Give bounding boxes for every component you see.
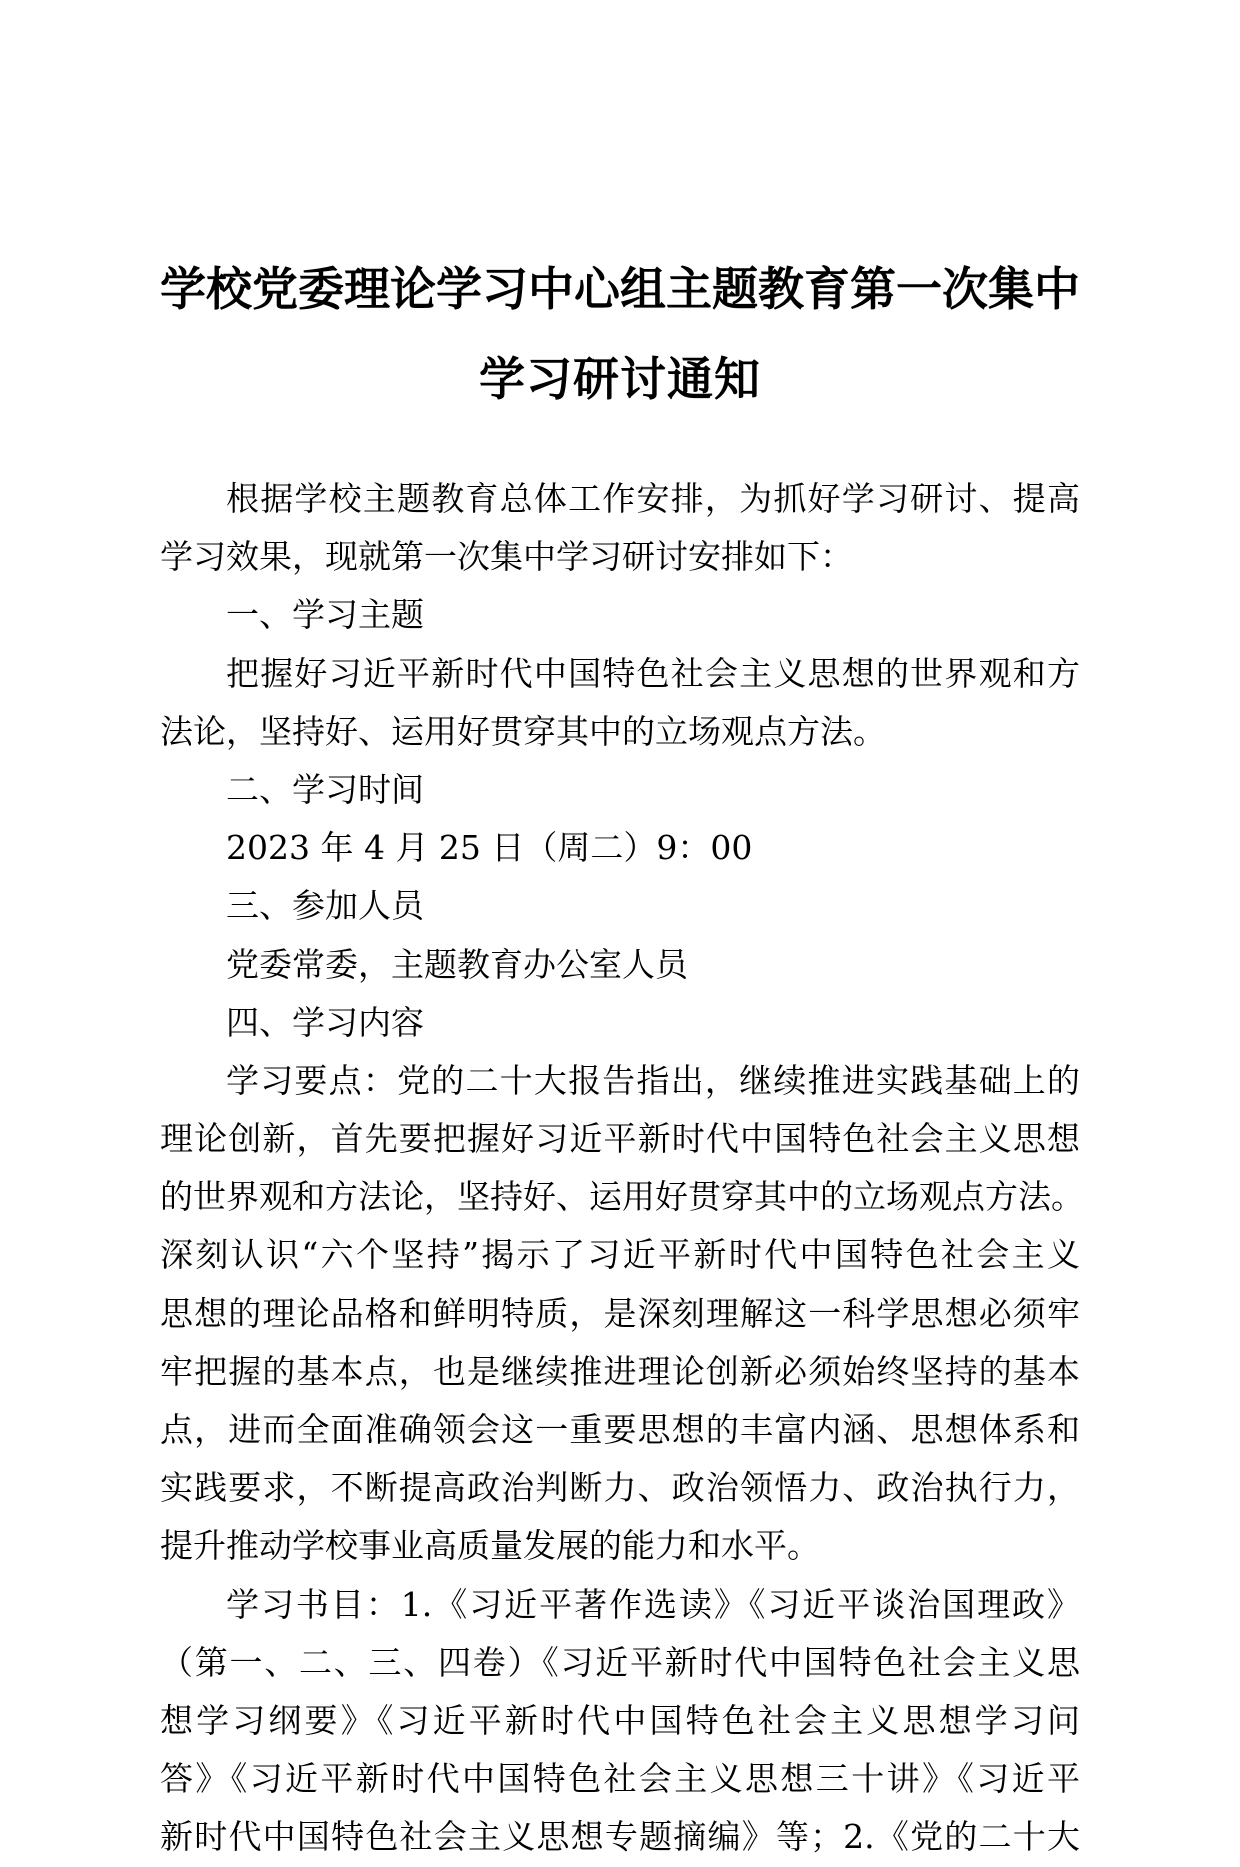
section-1-body-line-1: 把握好习近平新时代中国特色社会主义思想的世界观和方	[226, 653, 1080, 693]
section-3-body: 党委常委，主题教育办公室人员	[226, 944, 688, 984]
document-title-line-2: 学习研讨通知	[479, 352, 761, 406]
section-2-body: 2023 年 4 月 25 日（周二）9：00	[226, 828, 753, 868]
key-points-line: 深刻认识“六个坚持”揭示了习近平新时代中国特色社会主义	[160, 1235, 1080, 1275]
key-points-line: 点，进而全面准确领会这一重要思想的丰富内涵、思想体系和	[160, 1410, 1080, 1449]
intro-line-1: 根据学校主题教育总体工作安排，为抓好学习研讨、提高	[226, 479, 1080, 518]
key-points-line: 牢把握的基本点，也是继续推进理论创新必须始终坚持的基本	[160, 1351, 1080, 1391]
books-line: （第一、二、三、四卷）《习近平新时代中国特色社会主义思	[160, 1642, 1080, 1682]
section-1-body-line-2: 法论，坚持好、运用好贯穿其中的立场观点方法。	[160, 711, 886, 751]
books-line: 新时代中国特色社会主义思想专题摘编》等；2.《党的二十大	[160, 1817, 1080, 1857]
section-3-heading: 三、参加人员	[226, 886, 424, 926]
books-line: 答》《习近平新时代中国特色社会主义思想三十讲》《习近平	[160, 1759, 1080, 1799]
document-title-line-1: 学校党委理论学习中心组主题教育第一次集中	[160, 262, 1080, 316]
key-points-line: 思想的理论品格和鲜明特质，是深刻理解这一科学思想必须牢	[160, 1293, 1080, 1333]
key-points-line: 提升推动学校事业高质量发展的能力和水平。	[160, 1526, 820, 1566]
section-2-heading: 二、学习时间	[226, 769, 424, 809]
books-line: 学习书目：1.《习近平著作选读》《习近平谈治国理政》	[226, 1584, 1080, 1624]
section-1-heading: 一、学习主题	[226, 595, 424, 635]
key-points-line: 理论创新，首先要把握好习近平新时代中国特色社会主义思想	[160, 1119, 1080, 1159]
section-4-heading: 四、学习内容	[226, 1002, 424, 1042]
books-line: 想学习纲要》《习近平新时代中国特色社会主义思想学习问	[160, 1700, 1080, 1740]
key-points-line: 实践要求，不断提高政治判断力、政治领悟力、政治执行力，	[160, 1468, 1080, 1508]
key-points-line: 的世界观和方法论，坚持好、运用好贯穿其中的立场观点方法。	[160, 1177, 1084, 1217]
document-body	[160, 470, 1084, 1867]
intro-line-2: 学习效果，现就第一次集中学习研讨安排如下：	[160, 537, 853, 577]
key-points-line: 学习要点：党的二十大报告指出，继续推进实践基础上的	[226, 1060, 1080, 1100]
